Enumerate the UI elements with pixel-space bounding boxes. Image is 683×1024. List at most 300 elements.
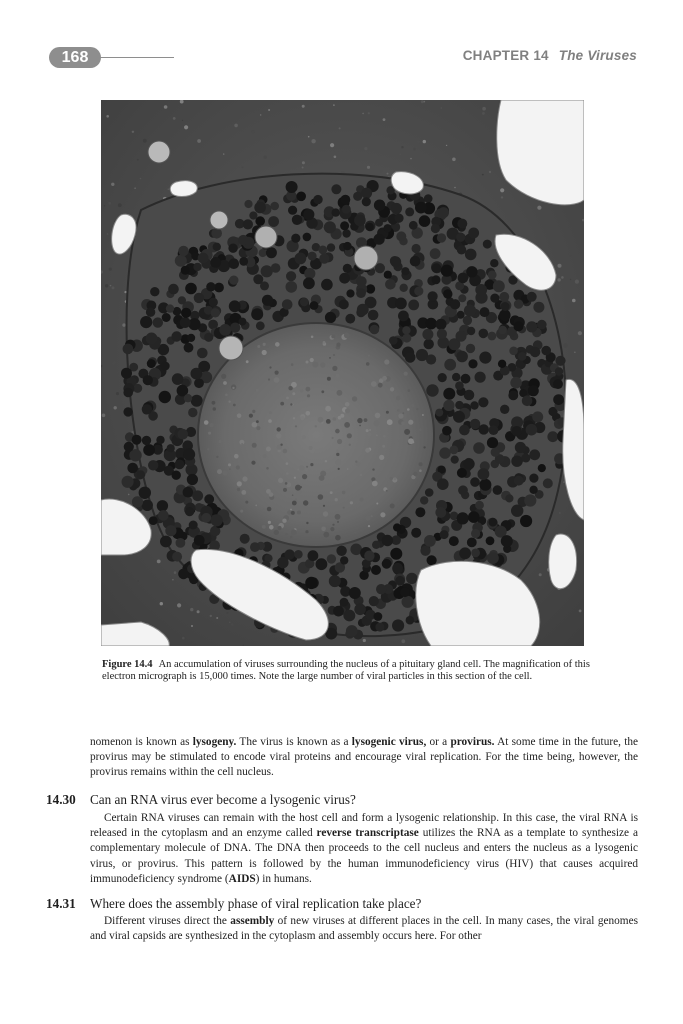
virion xyxy=(415,202,427,214)
virion xyxy=(201,513,211,523)
virion xyxy=(175,255,187,267)
virion xyxy=(284,549,294,559)
virion xyxy=(435,409,443,417)
virion xyxy=(465,249,477,261)
virion xyxy=(452,373,460,381)
virion xyxy=(467,327,475,335)
virion xyxy=(238,235,248,245)
virion xyxy=(197,348,208,359)
virion xyxy=(395,298,407,310)
virion xyxy=(515,442,526,453)
virion xyxy=(160,536,172,548)
virion xyxy=(488,332,497,341)
virion xyxy=(508,391,518,401)
vesicle xyxy=(210,211,228,229)
virion xyxy=(541,346,551,356)
virion xyxy=(271,263,281,273)
virion xyxy=(369,596,379,606)
virion xyxy=(509,347,518,356)
extracellular-space xyxy=(170,181,197,197)
virion xyxy=(365,223,373,231)
virion xyxy=(184,394,192,402)
virion xyxy=(499,292,509,302)
virion xyxy=(341,195,351,205)
virion xyxy=(286,181,298,193)
virion xyxy=(325,312,336,323)
virion xyxy=(449,536,459,546)
virion xyxy=(453,411,465,423)
virion xyxy=(478,397,488,407)
virion xyxy=(425,318,437,330)
virion xyxy=(475,372,486,383)
virion xyxy=(533,302,544,313)
virion xyxy=(162,313,171,322)
virion xyxy=(385,279,396,290)
virion xyxy=(336,546,346,556)
virion xyxy=(375,219,383,227)
virion xyxy=(470,401,478,409)
figure-caption xyxy=(102,659,602,684)
virion xyxy=(178,429,189,440)
virion xyxy=(500,405,509,414)
term-lysogenic-virus: lysogenic virus, xyxy=(351,736,427,748)
virion xyxy=(389,336,398,345)
virion xyxy=(123,388,133,398)
virion xyxy=(437,233,446,242)
virion xyxy=(371,565,381,575)
virion xyxy=(406,573,417,584)
virion xyxy=(165,525,176,536)
virion xyxy=(192,490,203,501)
virion xyxy=(262,295,273,306)
virion xyxy=(419,215,431,227)
virion xyxy=(392,619,404,631)
virion xyxy=(390,256,401,267)
virion xyxy=(414,287,423,296)
virion xyxy=(303,277,315,289)
virion xyxy=(382,559,392,569)
virion xyxy=(473,442,485,454)
virion xyxy=(159,391,171,403)
virion xyxy=(512,426,522,436)
virion xyxy=(319,254,329,264)
vesicle xyxy=(148,141,170,163)
virion xyxy=(405,352,416,363)
virion xyxy=(194,535,205,546)
virion xyxy=(432,275,441,284)
virion xyxy=(187,334,195,342)
virion xyxy=(461,374,471,384)
virion xyxy=(471,529,480,538)
virion xyxy=(410,256,421,267)
term-provirus: provirus. xyxy=(450,736,495,748)
virion xyxy=(324,221,336,233)
virion xyxy=(270,202,279,211)
virion xyxy=(398,311,409,322)
virion xyxy=(396,231,406,241)
virion xyxy=(426,384,438,396)
virion xyxy=(332,208,340,216)
virion xyxy=(368,310,379,321)
virion xyxy=(188,408,197,417)
virion xyxy=(416,349,428,361)
virion xyxy=(364,551,374,561)
virion xyxy=(357,304,369,316)
virion xyxy=(479,329,489,339)
virion xyxy=(260,281,269,290)
virion xyxy=(422,329,433,340)
virion xyxy=(463,316,472,325)
virion xyxy=(211,228,222,239)
virion xyxy=(439,447,450,458)
virion xyxy=(362,197,371,206)
virion xyxy=(346,289,354,297)
virion xyxy=(354,215,366,227)
virion xyxy=(394,214,403,223)
virion xyxy=(244,200,252,208)
virion xyxy=(140,316,152,328)
virion xyxy=(318,246,327,255)
virion xyxy=(518,352,527,361)
virion xyxy=(178,246,188,256)
question-14-30: Can an RNA virus ever become a lysogenic virus? xyxy=(90,792,356,807)
virion xyxy=(339,273,350,284)
virion xyxy=(457,512,469,524)
virion xyxy=(211,514,223,526)
figure-label: Figure 14.4 xyxy=(102,659,153,670)
virion xyxy=(228,244,237,253)
virion xyxy=(553,379,563,389)
virion xyxy=(189,521,198,530)
virion xyxy=(181,308,191,318)
virion xyxy=(376,584,386,594)
virion xyxy=(401,267,409,275)
virion xyxy=(530,347,540,357)
virion xyxy=(384,271,392,279)
figure-caption-text: An accumulation of viruses surrounding the nucleus of a pituitary gland cell. The magnification of this electron micrograph is 15,000 times. Note the large number of viral particles in this section of the cell. xyxy=(102,659,590,683)
virion xyxy=(339,299,349,309)
virion xyxy=(483,240,492,249)
virion xyxy=(514,321,524,331)
virion xyxy=(438,373,447,382)
virion xyxy=(443,388,455,400)
virion xyxy=(467,538,477,548)
virion xyxy=(331,184,341,194)
virion xyxy=(211,308,220,317)
answer-text: Different viruses direct the xyxy=(104,915,231,927)
virion xyxy=(187,474,198,485)
virion xyxy=(238,318,246,326)
virion xyxy=(266,247,277,258)
virion xyxy=(443,400,454,411)
virion xyxy=(178,569,189,580)
virion xyxy=(343,264,352,273)
virion xyxy=(395,576,405,586)
virion xyxy=(382,535,393,546)
vesicle xyxy=(255,226,277,248)
virion xyxy=(420,546,430,556)
virion xyxy=(147,359,156,368)
virion xyxy=(229,258,240,269)
virion xyxy=(167,444,175,452)
virion xyxy=(327,554,336,563)
virion xyxy=(436,319,447,330)
virion xyxy=(193,263,201,271)
virion xyxy=(268,216,279,227)
virion xyxy=(501,535,513,547)
virion xyxy=(303,209,314,220)
virion xyxy=(374,612,383,621)
virion xyxy=(444,359,456,371)
virion xyxy=(316,558,328,570)
chapter-name: The Viruses xyxy=(558,48,637,63)
virion xyxy=(475,284,487,296)
virion xyxy=(431,224,440,233)
virion xyxy=(529,486,537,494)
question-14-31: Where does the assembly phase of viral replication take place? xyxy=(90,896,422,911)
page-number: 168 xyxy=(49,47,101,68)
virion xyxy=(464,305,476,317)
virion xyxy=(121,368,132,379)
term-reverse-transcriptase: reverse transcriptase xyxy=(316,827,419,840)
virion xyxy=(420,496,428,504)
virion xyxy=(206,282,215,291)
virion xyxy=(194,293,204,303)
virion xyxy=(455,381,464,390)
virion xyxy=(402,326,410,334)
virion xyxy=(490,259,498,267)
virion xyxy=(384,224,392,232)
virion xyxy=(343,242,351,250)
virion xyxy=(511,505,523,517)
virion xyxy=(345,314,355,324)
virion xyxy=(256,321,265,330)
virion xyxy=(219,324,231,336)
virion xyxy=(392,563,403,574)
virion xyxy=(204,333,213,342)
virion xyxy=(489,518,498,527)
virion xyxy=(468,228,479,239)
virion xyxy=(340,556,348,564)
virion xyxy=(340,598,349,607)
virion xyxy=(194,378,204,388)
virion xyxy=(408,300,419,311)
virion xyxy=(528,385,539,396)
virion xyxy=(172,471,181,480)
virion xyxy=(441,265,453,277)
virion xyxy=(543,478,553,488)
virion xyxy=(137,470,145,478)
virion xyxy=(501,302,510,311)
virion xyxy=(286,281,298,293)
virion xyxy=(354,604,366,616)
virion xyxy=(514,476,524,486)
virion xyxy=(475,501,484,510)
virion xyxy=(400,587,410,597)
virion xyxy=(457,219,467,229)
virion xyxy=(308,550,319,561)
virion xyxy=(450,299,460,309)
virion xyxy=(456,351,468,363)
virion xyxy=(204,494,214,504)
virion xyxy=(458,273,469,284)
virion xyxy=(391,203,402,214)
virion xyxy=(146,333,158,345)
virion xyxy=(366,284,375,293)
question-number-14-30: 14.30 xyxy=(46,792,76,807)
virion xyxy=(166,304,174,312)
virion xyxy=(468,511,480,523)
virion xyxy=(488,271,497,280)
virion xyxy=(505,494,513,502)
virion xyxy=(493,280,505,292)
virion xyxy=(402,334,411,343)
virion xyxy=(292,215,302,225)
term-lysogeny: lysogeny. xyxy=(192,736,237,748)
virion xyxy=(374,234,385,245)
virion xyxy=(374,200,385,211)
virion xyxy=(400,284,408,292)
virion xyxy=(458,485,468,495)
virion xyxy=(146,308,155,317)
virion xyxy=(555,367,563,375)
virion xyxy=(470,419,480,429)
virion xyxy=(424,194,433,203)
virion xyxy=(428,291,438,301)
virion xyxy=(435,507,446,518)
virion xyxy=(498,326,507,335)
page-header xyxy=(0,0,683,80)
vesicle xyxy=(354,246,378,270)
virion xyxy=(288,206,297,215)
paragraph-lysogeny xyxy=(90,735,638,781)
virion xyxy=(176,538,186,548)
virion xyxy=(437,478,449,490)
virion xyxy=(437,329,447,339)
virion xyxy=(510,377,522,389)
virion xyxy=(470,477,480,487)
virion xyxy=(132,435,142,445)
virion xyxy=(229,300,241,312)
virion xyxy=(210,257,221,268)
virion xyxy=(191,395,203,407)
term-aids: AIDS xyxy=(228,872,256,885)
virion xyxy=(156,436,164,444)
virion xyxy=(520,515,532,527)
virion xyxy=(213,243,221,251)
virion xyxy=(124,442,134,452)
virion xyxy=(527,292,537,302)
virion xyxy=(456,233,465,242)
virion xyxy=(521,454,530,463)
virion xyxy=(450,446,459,455)
virion xyxy=(346,625,358,637)
virion xyxy=(123,344,134,355)
vesicle xyxy=(219,336,243,360)
virion xyxy=(127,463,138,474)
virion xyxy=(229,276,238,285)
virion xyxy=(161,362,170,371)
chapter-label: CHAPTER 14 xyxy=(462,48,549,63)
virion xyxy=(361,188,372,199)
virion xyxy=(411,528,421,538)
virion xyxy=(300,298,309,307)
virion xyxy=(406,616,415,625)
virion xyxy=(466,344,475,353)
virion xyxy=(529,449,540,460)
virion xyxy=(254,202,266,214)
virion xyxy=(310,301,319,310)
virion xyxy=(172,373,184,385)
term-assembly: assembly xyxy=(230,915,275,927)
virion xyxy=(390,548,402,560)
virion xyxy=(344,610,356,622)
virion xyxy=(498,360,506,368)
header-rule xyxy=(100,57,174,58)
virion xyxy=(168,284,179,295)
virion xyxy=(230,323,240,333)
virion xyxy=(185,283,197,295)
virion xyxy=(430,248,441,259)
virion xyxy=(295,253,307,265)
virion xyxy=(459,547,471,559)
virion xyxy=(142,404,152,414)
virion xyxy=(442,426,452,436)
virion xyxy=(356,288,366,298)
answer-text: ) in humans. xyxy=(255,872,312,885)
virion xyxy=(424,535,436,547)
virion xyxy=(471,549,480,558)
virion xyxy=(553,394,564,405)
virion xyxy=(342,205,351,214)
virion xyxy=(409,221,418,230)
virion xyxy=(375,623,384,632)
virion xyxy=(424,339,434,349)
virion xyxy=(209,298,218,307)
virion xyxy=(479,352,491,364)
virion xyxy=(522,396,533,407)
virion xyxy=(425,488,434,497)
virion xyxy=(493,485,503,495)
para-text: At some time in the future, the provirus may be stimulated to encode viral proteins and encourage viral replication. For the time being, however, the provirus remains within the cell nucleus. xyxy=(90,736,638,779)
electron-micrograph xyxy=(101,100,584,646)
virion xyxy=(191,368,203,380)
virion xyxy=(526,321,537,332)
virion xyxy=(157,500,168,511)
virion xyxy=(184,343,194,353)
virion xyxy=(451,456,459,464)
virion xyxy=(239,257,248,266)
virion xyxy=(479,479,491,491)
virion xyxy=(455,401,463,409)
virion xyxy=(303,233,312,242)
virion xyxy=(180,317,191,328)
virion xyxy=(489,425,499,435)
virion xyxy=(296,192,306,202)
virion xyxy=(240,534,250,544)
virion xyxy=(353,192,362,201)
virion xyxy=(142,500,153,511)
virion xyxy=(158,510,169,521)
virion xyxy=(149,516,158,525)
virion xyxy=(132,496,143,507)
virion xyxy=(321,279,333,291)
virion xyxy=(255,216,265,226)
virion xyxy=(464,458,475,469)
virion xyxy=(532,411,543,422)
virion xyxy=(183,448,195,460)
virion xyxy=(524,494,536,506)
